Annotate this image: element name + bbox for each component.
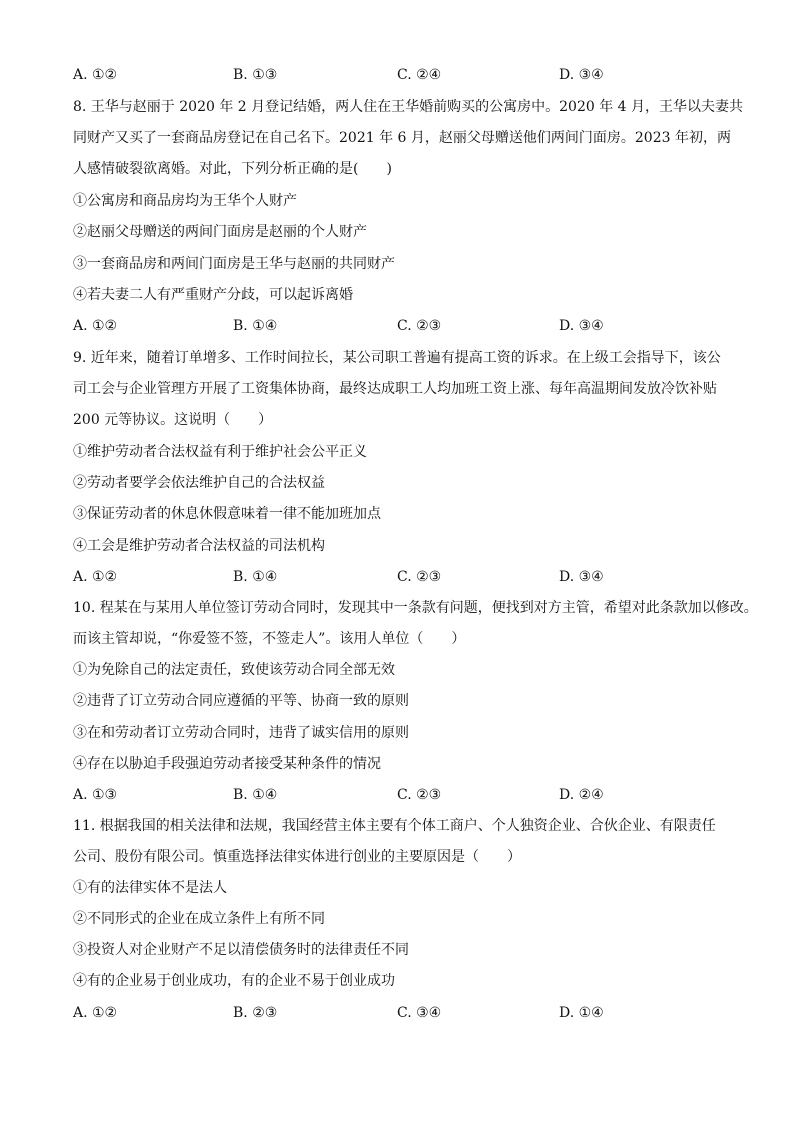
q8-option-a[interactable]: A. ①② — [73, 318, 118, 334]
q7-options — [73, 66, 733, 84]
q9-option-d[interactable]: D. ③④ — [559, 569, 604, 585]
q10-stem-line-2: 而该主管却说，“你爱签不签，不签走人”。该用人单位（ ） — [73, 631, 466, 647]
q7-option-a[interactable]: A. ①② — [73, 67, 118, 83]
q8-option-b[interactable]: B. ①④ — [233, 318, 278, 334]
q8-item-4: ④若夫妻二人有严重财产分歧，可以起诉离婚 — [73, 287, 353, 303]
q10-item-2: ②违背了订立劳动合同应遵循的平等、协商一致的原则 — [73, 693, 409, 709]
q8-option-d[interactable]: D. ③④ — [559, 318, 604, 334]
q10-stem-line-1: 10. 程某在与某用人单位签订劳动合同时，发现其中一条款有问题，便找到对方主管，希望对此条款加以修改。 — [73, 600, 758, 616]
q8-stem-line-3: 人感情破裂欲离婚。对此，下列分析正确的是( ) — [73, 161, 392, 177]
q9-stem-line-3: 200 元等协议。这说明（ ） — [73, 412, 273, 428]
q10-option-b[interactable]: B. ①④ — [233, 787, 278, 803]
q9-options — [73, 568, 733, 586]
q8-options — [73, 317, 733, 335]
q8-item-1: ①公寓房和商品房均为王华个人财产 — [73, 193, 297, 209]
q11-options — [73, 1004, 733, 1022]
q8-stem-line-1: 8. 王华与赵丽于 2020 年 2 月登记结婚，两人住在王华婚前购买的公寓房中。2020 年 4 月，王华以夫妻共 — [73, 99, 744, 115]
q11-item-2: ②不同形式的企业在成立条件上有所不同 — [73, 911, 325, 927]
q9-item-3: ③保证劳动者的休息休假意味着一律不能加班加点 — [73, 506, 381, 522]
q11-item-4: ④有的企业易于创业成功，有的企业不易于创业成功 — [73, 973, 395, 989]
q8-item-2: ②赵丽父母赠送的两间门面房是赵丽的个人财产 — [73, 224, 367, 240]
q9-stem-line-2: 司工会与企业管理方开展了工资集体协商，最终达成职工人均加班工资上涨、每年高温期间发放冷饮补贴 — [73, 381, 717, 397]
q10-option-d[interactable]: D. ②④ — [559, 787, 604, 803]
q11-option-a[interactable]: A. ①② — [73, 1005, 118, 1021]
q9-stem-line-1: 9. 近年来，随着订单增多、工作时间拉长，某公司职工普遍有提高工资的诉求。在上级工会指导下，该公 — [73, 350, 721, 366]
q7-option-d[interactable]: D. ③④ — [559, 67, 604, 83]
q11-item-1: ①有的法律实体不是法人 — [73, 880, 227, 896]
q10-item-3: ③在和劳动者订立劳动合同时，违背了诚实信用的原则 — [73, 725, 409, 741]
q9-option-a[interactable]: A. ①② — [73, 569, 118, 585]
q9-option-b[interactable]: B. ①④ — [233, 569, 278, 585]
q9-item-2: ②劳动者要学会依法维护自己的合法权益 — [73, 475, 325, 491]
q10-item-1: ①为免除自己的法定责任，致使该劳动合同全部无效 — [73, 662, 395, 678]
q11-stem-line-2: 公司、股份有限公司。慎重选择法律实体进行创业的主要原因是（ ） — [73, 849, 521, 865]
q10-item-4: ④存在以胁迫手段强迫劳动者接受某种条件的情况 — [73, 756, 381, 772]
q9-item-1: ①维护劳动者合法权益有利于维护社会公平正义 — [73, 444, 367, 460]
q10-option-a[interactable]: A. ①③ — [73, 787, 118, 803]
q8-option-c[interactable]: C. ②③ — [397, 318, 442, 334]
q8-item-3: ③一套商品房和两间门面房是王华与赵丽的共同财产 — [73, 256, 395, 272]
q9-option-c[interactable]: C. ②③ — [397, 569, 442, 585]
q11-item-3: ③投资人对企业财产不足以清偿债务时的法律责任不同 — [73, 942, 409, 958]
q9-item-4: ④工会是维护劳动者合法权益的司法机构 — [73, 538, 325, 554]
q11-option-d[interactable]: D. ①④ — [559, 1005, 604, 1021]
q8-stem-line-2: 同财产又买了一套商品房登记在自己名下。2021 年 6 月，赵丽父母赠送他们两间门面房。2023 年初，两 — [73, 130, 731, 146]
q7-option-c[interactable]: C. ②④ — [397, 67, 442, 83]
q10-option-c[interactable]: C. ②③ — [397, 787, 442, 803]
q10-options — [73, 786, 733, 804]
q11-option-b[interactable]: B. ②③ — [233, 1005, 278, 1021]
q11-stem-line-1: 11. 根据我国的相关法律和法规，我国经营主体主要有个体工商户、个人独资企业、合伙企业、有限责任 — [73, 818, 716, 834]
q7-option-b[interactable]: B. ①③ — [233, 67, 278, 83]
q11-option-c[interactable]: C. ③④ — [397, 1005, 442, 1021]
